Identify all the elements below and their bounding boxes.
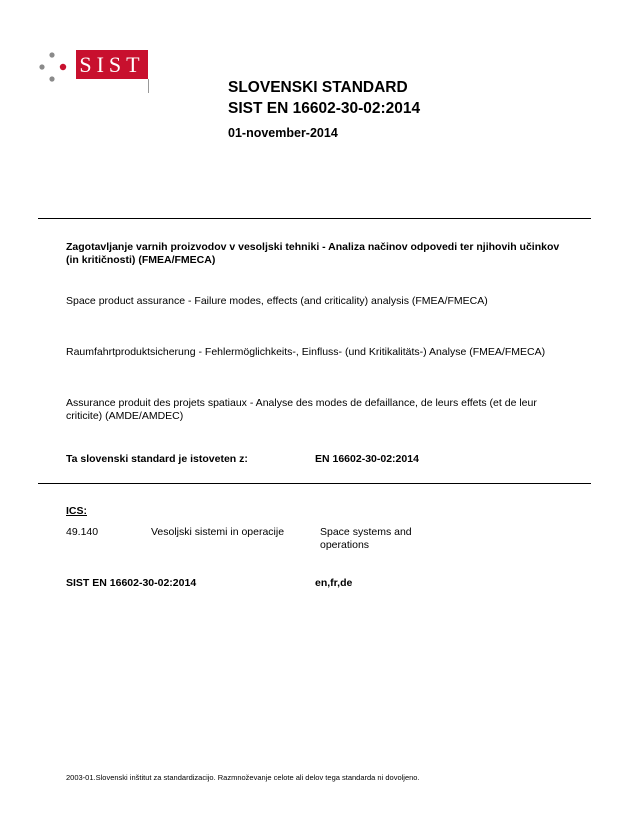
title-french: Assurance produit des projets spatiaux - Analyse des modes de defaillance, de leurs effets (et de leur criticite) (AMDE/AMDEC) (66, 397, 537, 422)
ics-description-slovenian: Vesoljski sistemi in operacije (151, 526, 285, 538)
logo-box (76, 50, 148, 79)
ics-code: 49.140 (66, 526, 99, 538)
identical-label: Ta slovenski standard je istoveten z: (66, 453, 248, 465)
document-id: SIST EN 16602-30-02:2014 (66, 577, 197, 589)
title-slovenian: Zagotavljanje varnih proizvodov v vesoljski tehniki - Analiza načinov odpovedi ter njihovih učinkov (in kritičnosti) (FMEA/FMECA) (66, 241, 560, 266)
ics-heading: ICS: (66, 505, 87, 517)
ics-description-english: Space systems and operations (320, 526, 412, 551)
sist-logo (38, 50, 178, 95)
document-languages: en,fr,de (315, 577, 353, 589)
middle-divider (38, 483, 591, 484)
top-divider (38, 218, 591, 219)
title-german: Raumfahrtproduktsicherung - Fehlermöglichkeits-, Einfluss- (und Kritikalitäts-) Analyse (FMEA/FMECA) (66, 346, 546, 358)
identical-value: EN 16602-30-02:2014 (315, 453, 419, 465)
standard-heading: SLOVENSKI STANDARD (228, 79, 408, 96)
copyright-footer: 2003-01.Slovenski inštitut za standardizacijo. Razmnoževanje celote ali delov tega standarda ni dovoljeno. (66, 773, 420, 782)
title-english: Space product assurance - Failure modes, effects (and criticality) analysis (FMEA/FMECA) (66, 295, 488, 307)
logo-divider (148, 79, 149, 93)
standard-code: SIST EN 16602-30-02:2014 (228, 100, 421, 117)
logo-text: SIST (79, 52, 145, 77)
logo-dots-icon (38, 50, 78, 90)
publication-date: 01-november-2014 (228, 126, 338, 140)
